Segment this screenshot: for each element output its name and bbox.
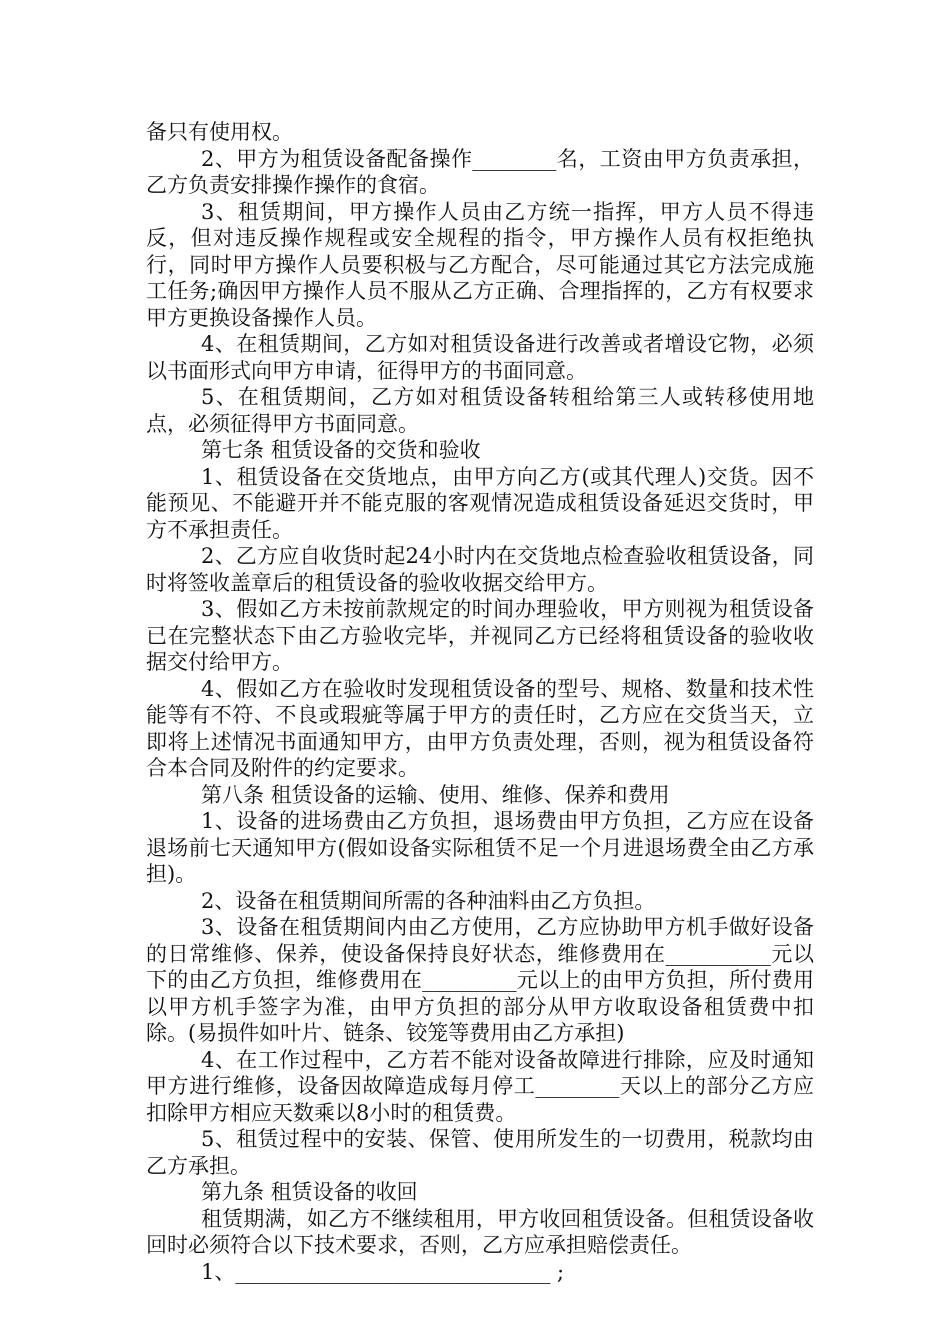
clause-8-item-4: 4、在工作过程中，乙方若不能对设备故障进行排除，应及时通知甲方进行维修，设备因故障造成每月停工________天以上的部分乙方应扣除甲方相应天数乘以8小时的租赁费。 — [146, 1047, 814, 1125]
clause-6-item-2: 2、甲方为租赁设备配备操作________名，工资由甲方负责承担，乙方负责安排操作操作的食宿。 — [146, 146, 814, 197]
article-7-heading: 第七条 租赁设备的交货和验收 — [201, 438, 481, 462]
clause-9-item-1: 1、______________________________ ; — [201, 1259, 565, 1284]
document-page — [146, 119, 814, 1285]
clause-7-item-4: 4、假如乙方在验收时发现租赁设备的型号、规格、数量和技术性能等有不符、不良或瑕疵等属于甲方的责任时，乙方应在交货当天，立即将上述情况书面通知甲方，由甲方负责处理，否则，视为租赁设备符合本合同及附件的约定要求。 — [146, 676, 814, 780]
clause-8-item-2: 2、设备在租赁期间所需的各种油料由乙方负担。 — [201, 888, 656, 913]
clause-7-item-3: 3、假如乙方未按前款规定的时间办理验收，甲方则视为租赁设备已在完整状态下由乙方验收完毕，并视同乙方已经将租赁设备的验收收据交付给甲方。 — [146, 597, 814, 674]
clause-6-item-5: 5、在租赁期间，乙方如对租赁设备转租给第三人或转移使用地点，必须征得甲方书面同意。 — [146, 385, 814, 436]
clause-6-item-4: 4、在租赁期间，乙方如对租赁设备进行改善或者增设它物，必须以书面形式向甲方申请，征得甲方的书面同意。 — [146, 332, 814, 383]
article-8-heading: 第八条 租赁设备的运输、使用、维修、保养和费用 — [201, 782, 670, 807]
clause-8-item-5: 5、租赁过程中的安装、保管、使用所发生的一切费用，税款均由乙方承担。 — [146, 1127, 814, 1178]
paragraph-continuation: 备只有使用权。 — [146, 120, 293, 144]
clause-9-intro: 租赁期满，如乙方不继续租用，甲方收回租赁设备。但租赁设备收回时必须符合以下技术要求，否则，乙方应承担赔偿责任。 — [146, 1206, 814, 1257]
article-9-heading: 第九条 租赁设备的收回 — [201, 1180, 418, 1204]
clause-8-item-1: 1、设备的进场费由乙方负担，退场费由甲方负担，乙方应在设备退场前七天通知甲方(假如设备实际租赁不足一个月进退场费全由乙方承担)。 — [146, 809, 814, 886]
clause-8-item-3: 3、设备在租赁期间内由乙方使用，乙方应协助甲方机手做好设备的日常维修、保养，使设备保持良好状态，维修费用在__________元以下的由乙方负担，维修费用在_________元以上的由甲方负担，所付费用以甲方机手签字为准，由甲方负担的部分从甲方收取设备租赁费中扣除。(易损件如叶片、链条、铰笼等费用由乙方承担) — [146, 915, 814, 1045]
clause-7-item-1: 1、租赁设备在交货地点，由甲方向乙方(或其代理人)交货。因不能预见、不能避开并不能克服的客观情况造成租赁设备延迟交货时，甲方不承担责任。 — [146, 464, 814, 542]
clause-6-item-3: 3、租赁期间，甲方操作人员由乙方统一指挥，甲方人员不得违反，但对违反操作规程或安全规程的指令，甲方操作人员有权拒绝执行，同时甲方操作人员要积极与乙方配合，尽可能通过其它方法完成施工任务;确因甲方操作人员不服从乙方正确、合理指挥的，乙方有权要求甲方更换设备操作人员。 — [146, 199, 814, 330]
clause-7-item-2: 2、乙方应自收货时起24小时内在交货地点检查验收租赁设备，同时将签收盖章后的租赁设备的验收收据交给甲方。 — [146, 544, 814, 595]
